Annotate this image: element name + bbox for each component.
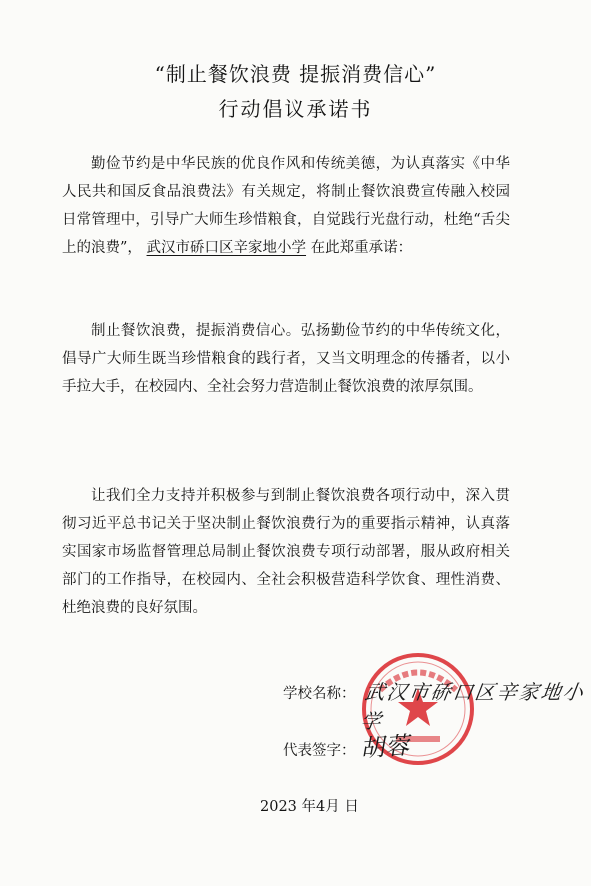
document-date: 2023 年4月 日 bbox=[260, 799, 359, 815]
representative-signature-label: 代表签字： bbox=[283, 743, 356, 759]
paragraph-1-text-after: 在此郑重承诺： bbox=[306, 240, 413, 256]
representative-signature: 胡蓉 bbox=[359, 731, 412, 763]
title-line-2: 行动倡议承诺书 bbox=[218, 97, 373, 121]
title-line-1: “制止餐饮浪费 提振消费信心” bbox=[154, 62, 437, 86]
paragraph-2: 制止餐饮浪费，提振消费信心。弘扬勤俭节约的中华传统文化，倡导广大师生既当珍惜粮食的践行者，又当文明理念的传播者，以小手拉大手，在校园内、全社会努力营造制止餐饮浪费的浓厚氛围。 bbox=[62, 323, 510, 395]
school-name-label: 学校名称： bbox=[283, 686, 356, 702]
paragraph-1-text-before: 勤俭节约是中华民族的优良作风和传统美德，为认真落实《中华人民共和国反食品浪费法》有关规定，将制止餐饮浪费宣传融入校园日常管理中，引导广大师生珍惜粮食，自觉践行光盘行动，杜绝“舌尖上的浪费”， bbox=[62, 156, 510, 256]
paragraph-1 bbox=[62, 150, 510, 262]
paragraph-1-school-name: 武汉市硚口区辛家地小学 bbox=[146, 240, 307, 256]
paragraph-3: 让我们全力支持并积极参与到制止餐饮浪费各项行动中，深入贯彻习近平总书记关于坚决制止餐饮浪费行为的重要指示精神，认真落实国家市场监督管理总局制止餐饮浪费专项行动部署，服从政府相关部门的工作指导，在校园内、全社会积极营造科学饮食、理性消费、杜绝浪费的良好氛围。 bbox=[62, 488, 510, 616]
school-name-handwriting: 武汉市硚口区辛家地小学 bbox=[359, 680, 587, 733]
